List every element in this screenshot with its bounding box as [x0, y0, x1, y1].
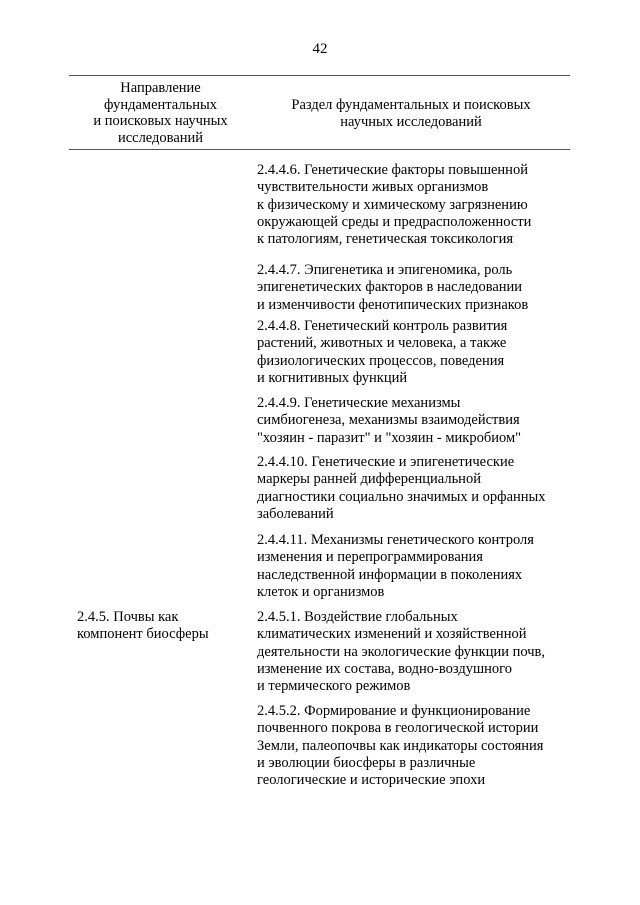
- section-entry-2-4-5-2: [257, 703, 577, 789]
- entry-line: геологические и исторические эпохи: [257, 772, 486, 789]
- section-entry-2-4-4-9: [257, 395, 577, 447]
- entry-line: симбиогенеза, механизмы взаимодействия: [257, 412, 520, 429]
- entry-line: к патологиям, генетическая токсикология: [257, 231, 514, 248]
- entry-line: чувствительности живых организмов: [257, 179, 489, 196]
- entry-line: 2.4.4.8. Генетический контроль развития: [257, 318, 508, 334]
- entry-line: окружающей среды и предрасположенности: [257, 213, 532, 230]
- entry-line: к физическому и химическому загрязнению: [257, 196, 528, 213]
- header-direction-line: фундаментальных: [104, 96, 217, 113]
- header-direction-column: [69, 80, 252, 146]
- entry-line: 2.4.4.7. Эпигенетика и эпигеномика, роль: [257, 262, 513, 278]
- entry-line: деятельности на экологические функции почв,: [257, 643, 546, 660]
- header-direction-line: Направление: [120, 80, 201, 96]
- section-entry-2-4-4-10: [257, 454, 577, 523]
- entry-line: 2.4.5.1. Воздействие глобальных: [257, 609, 458, 625]
- entry-line: 2.4.5.2. Формирование и функционирование: [257, 703, 531, 719]
- entry-line: диагностики социально значимых и орфанных: [257, 488, 546, 505]
- entry-line: изменения и перепрограммирования: [257, 549, 483, 566]
- direction-2-4-5: [77, 609, 247, 644]
- entry-line: 2.4.4.9. Генетические механизмы: [257, 395, 461, 411]
- header-section-column: [252, 97, 570, 130]
- entry-line: и изменчивости фенотипических признаков: [257, 296, 529, 313]
- entry-line: почвенного покрова в геологической истории: [257, 720, 539, 737]
- section-entry-2-4-5-1: [257, 609, 577, 695]
- header-direction-line: исследований: [117, 129, 204, 146]
- entry-line: физиологических процессов, поведения: [257, 352, 505, 369]
- section-entry-2-4-4-8: [257, 318, 577, 387]
- direction-line: компонент биосферы: [77, 626, 209, 643]
- entry-line: наследственной информации в поколениях: [257, 566, 523, 583]
- entry-line: "хозяин - паразит" и "хозяин - микробиом": [257, 429, 522, 446]
- entry-line: клеток и организмов: [257, 583, 385, 600]
- entry-line: и когнитивных функций: [257, 369, 408, 386]
- entry-line: климатических изменений и хозяйственной: [257, 626, 527, 643]
- entry-line: эпигенетических факторов в наследовании: [257, 279, 523, 296]
- section-entry-2-4-4-7: [257, 262, 577, 314]
- header-section-line: научных исследований: [340, 113, 482, 130]
- section-entry-2-4-4-6: [257, 162, 577, 248]
- header-direction-line: и поисковых научных: [93, 113, 228, 129]
- entry-line: растений, животных и человека, а также: [257, 335, 507, 352]
- direction-line: 2.4.5. Почвы как: [77, 609, 179, 625]
- page-number: 42: [312, 41, 328, 57]
- entry-line: изменение их состава, водно-воздушного: [257, 660, 512, 677]
- table-header-rule: [69, 149, 570, 150]
- header-section-line: Раздел фундаментальных и поисковых: [291, 97, 531, 113]
- entry-line: заболеваний: [257, 505, 334, 522]
- table-top-rule: [69, 75, 570, 76]
- entry-line: 2.4.4.6. Генетические факторы повышенной: [257, 162, 528, 178]
- entry-line: и эволюции биосферы в различные: [257, 754, 476, 771]
- entry-line: Земли, палеопочвы как индикаторы состояния: [257, 737, 544, 754]
- entry-line: и термического режимов: [257, 678, 411, 695]
- entry-line: маркеры ранней дифференциальной: [257, 471, 481, 488]
- entry-line: 2.4.4.10. Генетические и эпигенетические: [257, 454, 515, 470]
- section-entry-2-4-4-11: [257, 532, 577, 601]
- entry-line: 2.4.4.11. Механизмы генетического контроля: [257, 532, 534, 548]
